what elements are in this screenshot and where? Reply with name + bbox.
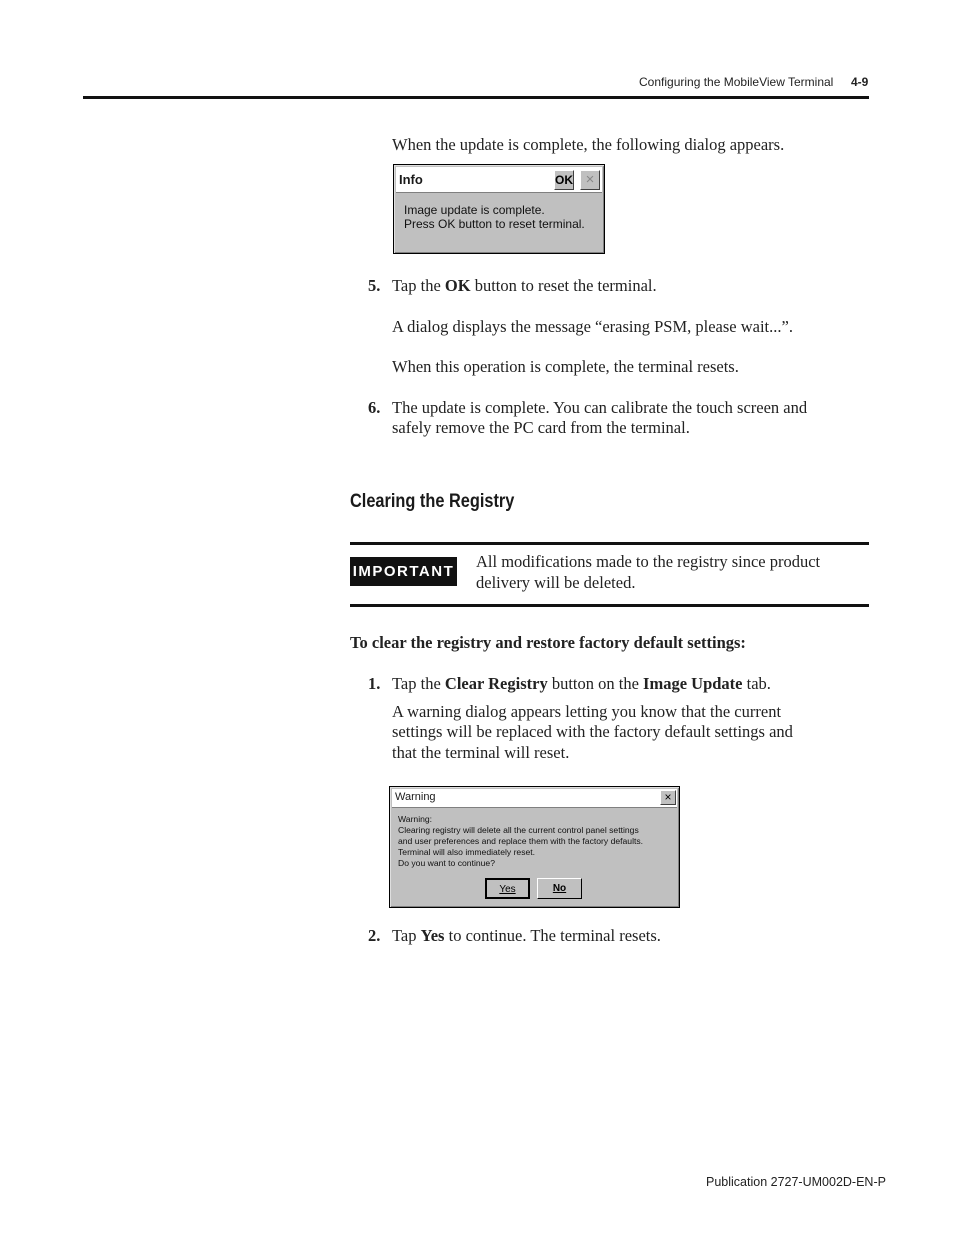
warning-dialog	[389, 786, 680, 908]
step-1-line3: that the terminal will reset.	[392, 743, 570, 762]
warning-dialog-titlebar	[392, 789, 677, 808]
step-number: 6.	[368, 398, 381, 417]
publication-number: Publication 2727-UM002D-EN-P	[706, 1175, 886, 1189]
step-text-pre: Tap the	[392, 276, 445, 295]
step-text-mid: button on the	[547, 674, 644, 693]
step-text-bold: Yes	[420, 926, 445, 945]
step-1-line1: A warning dialog appears letting you know that the current	[392, 702, 782, 721]
warning-dialog-title: Warning	[395, 791, 436, 803]
section-heading: Clearing the Registry	[350, 491, 515, 512]
step-text-post: tab.	[742, 674, 771, 693]
header-rule	[83, 96, 869, 99]
step-number: 5.	[368, 276, 381, 295]
warning-line: Warning:	[398, 814, 433, 824]
yes-button[interactable]: Yes	[485, 878, 530, 899]
warning-line: Do you want to continue?	[398, 858, 495, 868]
step-2-text	[392, 926, 661, 947]
warning-line: Clearing registry will delete all the current control panel settings	[398, 825, 639, 835]
step-text-bold: OK	[444, 276, 471, 295]
important-top-rule	[350, 542, 869, 545]
important-bottom-rule	[350, 604, 869, 607]
important-badge: IMPORTANT	[350, 557, 457, 586]
info-dialog-message-line1: Image update is complete.	[404, 203, 545, 217]
step-1-line2: settings will be replaced with the factory default settings and	[392, 722, 793, 741]
step-text-bold: Clear Registry	[444, 674, 548, 693]
important-line1: All modifications made to the registry since product	[476, 552, 821, 571]
intro-paragraph: When the update is complete, the following dialog appears.	[392, 135, 785, 154]
step-text-post: to continue. The terminal resets.	[444, 926, 661, 945]
warning-line: Terminal will also immediately reset.	[398, 847, 536, 857]
step-text-pre: Tap	[392, 926, 421, 945]
step-text-pre: Tap the	[392, 674, 445, 693]
no-button[interactable]: No	[537, 878, 582, 899]
important-line2: delivery will be deleted.	[476, 573, 636, 592]
info-dialog-message-line2: Press OK button to reset terminal.	[404, 217, 585, 231]
info-ok-button[interactable]: OK	[554, 170, 574, 190]
step-6-line1: The update is complete. You can calibrate the touch screen and	[392, 398, 808, 417]
step-number: 2.	[368, 926, 381, 945]
running-header: Configuring the MobileView Terminal	[639, 75, 834, 89]
step-text-bold: Image Update	[643, 674, 743, 693]
step-text-post: button to reset the terminal.	[470, 276, 657, 295]
step-number: 1.	[368, 674, 381, 693]
warning-line: and user preferences and replace them with the factory defaults.	[398, 836, 644, 846]
step-5-text	[392, 276, 657, 297]
close-icon[interactable]: ×	[580, 170, 600, 190]
page-number: 4-9	[851, 75, 869, 89]
step-5-para2: When this operation is complete, the terminal resets.	[392, 357, 739, 376]
info-dialog	[393, 164, 605, 254]
close-icon[interactable]: ×	[660, 790, 676, 805]
info-dialog-titlebar	[396, 167, 602, 193]
step-6-line2: safely remove the PC card from the terminal.	[392, 418, 690, 437]
step-5-para1: A dialog displays the message “erasing PSM, please wait...”.	[392, 317, 793, 336]
step-1-text	[392, 674, 771, 695]
info-dialog-title: Info	[399, 172, 423, 187]
procedure-title: To clear the registry and restore factory default settings:	[350, 633, 746, 652]
